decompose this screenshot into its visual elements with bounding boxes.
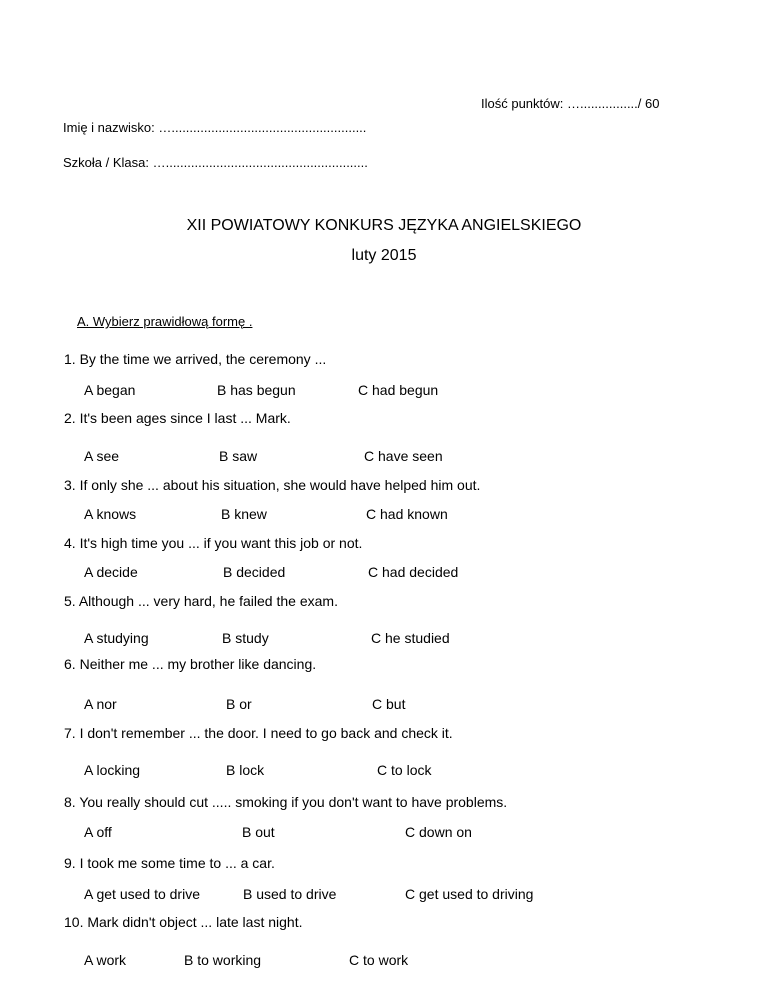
question-text: I took me some time to ... a car. (79, 855, 275, 871)
question-text: Mark didn't object ... late last night. (87, 914, 303, 930)
question-3-option-b[interactable]: B knew (221, 506, 267, 522)
question-5-option-c[interactable]: C he studied (371, 630, 450, 646)
question-text: It's been ages since I last ... Mark. (79, 410, 291, 426)
question-8-option-a[interactable]: A off (84, 824, 112, 840)
question-number: 9 (64, 855, 72, 871)
question-2: 2. It's been ages since I last ... Mark. (64, 410, 291, 426)
question-9: 9. I took me some time to ... a car. (64, 855, 275, 871)
question-5-option-a[interactable]: A studying (84, 630, 149, 646)
question-7-option-b[interactable]: B lock (226, 762, 265, 778)
question-10: 10. Mark didn't object ... late last night. (64, 914, 303, 930)
question-3-option-a[interactable]: A knows (84, 506, 137, 522)
question-9-option-b[interactable]: B used to drive (243, 886, 337, 902)
question-number: 5 (64, 593, 72, 609)
question-6-option-b[interactable]: B or (226, 696, 252, 712)
question-1-option-c[interactable]: C had begun (358, 382, 439, 398)
question-8: 8. You really should cut ..... smoking if you don't want to have problems. (64, 794, 508, 810)
question-4: 4. It's high time you ... if you want this job or not. (64, 535, 363, 551)
question-6-option-a[interactable]: A nor (84, 696, 117, 712)
question-1-option-b[interactable]: B has begun (217, 382, 296, 398)
question-4-option-a[interactable]: A decide (84, 564, 138, 580)
question-text: Although ... very hard, he failed the exam. (78, 593, 338, 609)
section-a-heading: A. Wybierz prawidłową formę . (77, 314, 253, 329)
question-7: 7. I don't remember ... the door. I need to go back and check it. (64, 725, 453, 741)
question-5: 5. Although ... very hard, he failed the exam. (64, 593, 338, 609)
question-1-option-a[interactable]: A began (84, 382, 136, 398)
question-9-option-a[interactable]: A get used to drive (84, 886, 200, 902)
question-2-option-b[interactable]: B saw (219, 448, 258, 464)
question-8-option-c[interactable]: C down on (405, 824, 472, 840)
page-subtitle-date: luty 2015 (351, 247, 417, 264)
score-label: Ilość punktów: …................/ 60 (481, 96, 660, 111)
question-number: 6 (64, 656, 72, 672)
school-class-field: Szkoła / Klasa: …........................................................ (63, 155, 368, 170)
question-7-option-c[interactable]: C to lock (377, 762, 432, 778)
question-text: Neither me ... my brother like dancing. (79, 656, 317, 672)
question-8-option-b[interactable]: B out (242, 824, 275, 840)
question-5-option-b[interactable]: B study (222, 630, 269, 646)
question-number: 3 (64, 477, 72, 493)
question-text: I don't remember ... the door. I need to go back and check it. (79, 725, 453, 741)
question-3-option-c[interactable]: C had known (366, 506, 448, 522)
question-3: 3. If only she ... about his situation, she would have helped him out. (64, 477, 481, 493)
question-text: By the time we arrived, the ceremony ... (79, 351, 327, 367)
question-4-option-c[interactable]: C had decided (368, 564, 459, 580)
question-text: It's high time you ... if you want this job or not. (79, 535, 363, 551)
question-number: 2 (64, 410, 72, 426)
question-6: 6. Neither me ... my brother like dancing. (64, 656, 317, 672)
question-7-option-a[interactable]: A locking (84, 762, 141, 778)
question-number: 7 (64, 725, 72, 741)
question-number: 1 (64, 351, 72, 367)
question-10-option-b[interactable]: B to working (184, 952, 262, 968)
question-2-option-c[interactable]: C have seen (364, 448, 443, 464)
question-text: If only she ... about his situation, she would have helped him out. (79, 477, 481, 493)
question-10-option-a[interactable]: A work (84, 952, 127, 968)
question-2-option-a[interactable]: A see (84, 448, 120, 464)
question-number: 8 (64, 794, 72, 810)
question-number: 4 (64, 535, 72, 551)
question-10-option-c[interactable]: C to work (349, 952, 409, 968)
page-title: XII POWIATOWY KONKURS JĘZYKA ANGIELSKIEGO (186, 217, 582, 234)
name-field: Imię i nazwisko: …...................................................... (63, 120, 367, 135)
question-text: You really should cut ..... smoking if you don't want to have problems. (79, 794, 508, 810)
question-6-option-c[interactable]: C but (372, 696, 406, 712)
question-number: 10 (64, 914, 80, 930)
question-9-option-c[interactable]: C get used to driving (405, 886, 534, 902)
question-4-option-b[interactable]: B decided (223, 564, 286, 580)
question-1: 1. By the time we arrived, the ceremony ... (64, 351, 327, 367)
